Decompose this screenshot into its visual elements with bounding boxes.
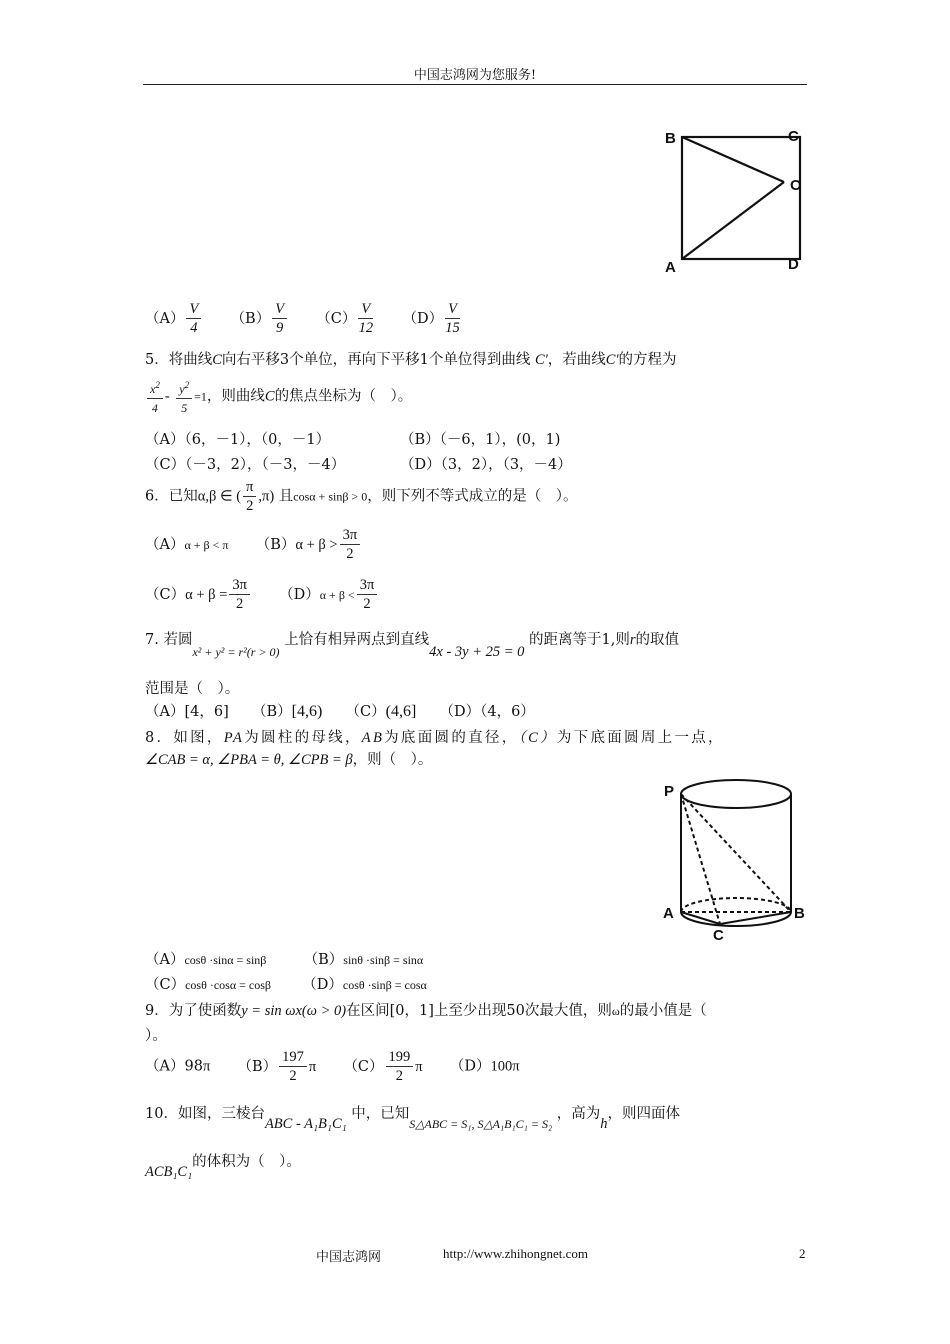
label-a: A [665, 259, 676, 275]
q7-option-a: （A）[4，6] [145, 704, 229, 720]
q4-option-d: （D） $\frac{V}{15}$ [402, 301, 460, 336]
segment-pc [681, 794, 720, 924]
q7-option-b: （B）[4,6) [251, 703, 323, 720]
q6-option-c: （C）α + β = $\frac{3\pi}{2}$ [145, 587, 252, 603]
segment-ao [682, 182, 784, 259]
q5-option-d: （D）（3，2），（3，－4） [400, 457, 572, 473]
cylinder-bottom-back [681, 898, 791, 912]
q8-stem-line2: ∠CAB = α, ∠PBA = θ, ∠CPB = β，则（ ）。 [145, 752, 433, 768]
q6-stem: 6．已知α,β ∈ ( $\frac{\pi}{2}$ ,π) 且cosα + sinβ > 0，则下列不等式成立的是（ ）。 [145, 479, 578, 514]
q6-option-d: （D）α + β < $\frac{3\pi}{2}$ [279, 587, 379, 603]
footer-url[interactable]: http://www.zhihongnet.com [443, 1246, 589, 1261]
label-p: P [664, 783, 675, 800]
q9-stem-cont: ）。 [145, 1028, 167, 1044]
page-header [0, 64, 950, 83]
q7-stem-cont: 范围是（ ）。 [145, 681, 240, 697]
q8-option-c: （C）cosθ ·cosα = cosβ [145, 977, 272, 993]
q5-option-b: （B）（－6，1），(0，1) [400, 432, 561, 448]
q5-option-c: （C）（－3，2），（－3，－4） [145, 457, 346, 473]
q10-stem: 10．如图，三棱台ABC - A₁B₁C₁ 中，已知$_{S\triangle ABC = S_1, S\triangle A_1B_1C_1 = S_2}$ ，高为h，则四面体 [145, 1106, 680, 1132]
q6-option-a: （A）α + β < π [145, 536, 229, 553]
q8-option-a: （A）cosθ ·sinα = sinβ [145, 952, 267, 968]
q4-option-b: （B） $\frac{V}{9}$ [231, 311, 290, 327]
q9-stem: 9．为了使函数y = sin ωx(ω > 0)在区间[0，1]上至少出现50次最大值，则ω的最小值是（ [145, 1003, 707, 1019]
label-b2: B [794, 905, 805, 922]
segment-pb [681, 794, 791, 912]
q9-option-a: （A）98π [145, 1058, 211, 1075]
q7-option-c: （C）(4,6] [345, 703, 417, 720]
q6-options-cd [145, 576, 379, 613]
q7-option-d: （D）（4，6） [439, 704, 535, 720]
q10-stem-cont: ACB₁C₁的体积为（ ）。 [145, 1154, 301, 1180]
q8-options-cd [145, 973, 427, 994]
header-rule [143, 84, 807, 85]
q9-option-c: （C） $\frac{199}{2}$ π [343, 1049, 423, 1084]
figure-square-diagram [660, 125, 810, 275]
q4-option-c: （C） $\frac{V}{12}$ [316, 301, 374, 336]
label-c2: C [713, 927, 724, 943]
q5-option-a: （A）（6，－1），（0，－1） [145, 432, 331, 448]
q5-stem-line2: $\frac{x^2}{4}$ - $\frac{y^2}{5}$ =1，则曲线C的焦点坐标为（ ）。 [145, 376, 412, 417]
label-b: B [665, 130, 676, 147]
q4-options [145, 300, 462, 337]
q6-options-ab [145, 526, 362, 563]
segment-bo [682, 137, 784, 182]
footer-site: 中国志鸿网 [316, 1250, 382, 1265]
q8-stem-line1: 8．如图，PA为圆柱的母线，AB为底面圆的直径，（C）为下底面圆周上一点， [145, 730, 725, 746]
segment-cb [720, 912, 791, 924]
q7-stem: 7. 若圆$_{x^2 + y^2 = r^2(r > 0)}$ 上恰有相异两点到直线4x - 3y + 25 = 0 的距离等于1,则r的取值 [145, 632, 680, 660]
q7-options [145, 700, 535, 721]
q6-option-b: （B）α + β > $\frac{3\pi}{2}$ [256, 537, 362, 553]
header-title: 中国志鸿网为您服务! [413, 68, 537, 83]
q9-option-b: （B） $\frac{197}{2}$ π [237, 1049, 317, 1084]
label-a2: A [663, 905, 674, 922]
cylinder-top-ellipse [681, 780, 791, 808]
q4-option-a: （A） $\frac{V}{4}$ [145, 311, 203, 327]
q9-options [145, 1048, 520, 1085]
page-number: 2 [799, 1246, 806, 1261]
q8-option-b: （B）sinθ ·sinβ = sinα [303, 952, 424, 968]
label-o: O [790, 177, 802, 194]
figure-cylinder-diagram [658, 768, 810, 943]
q9-option-d: （D）100π [449, 1058, 520, 1075]
label-c: C [788, 128, 799, 145]
label-d: D [788, 256, 799, 273]
q8-option-d: （D）cosθ ·sinβ = cosα [302, 977, 427, 993]
q5-stem-line1: 5．将曲线C向右平移3个单位，再向下平移1个单位得到曲线 C'，若曲线C'的方程为 [145, 352, 677, 368]
square-outline [682, 137, 800, 259]
q8-options-ab [145, 948, 423, 969]
